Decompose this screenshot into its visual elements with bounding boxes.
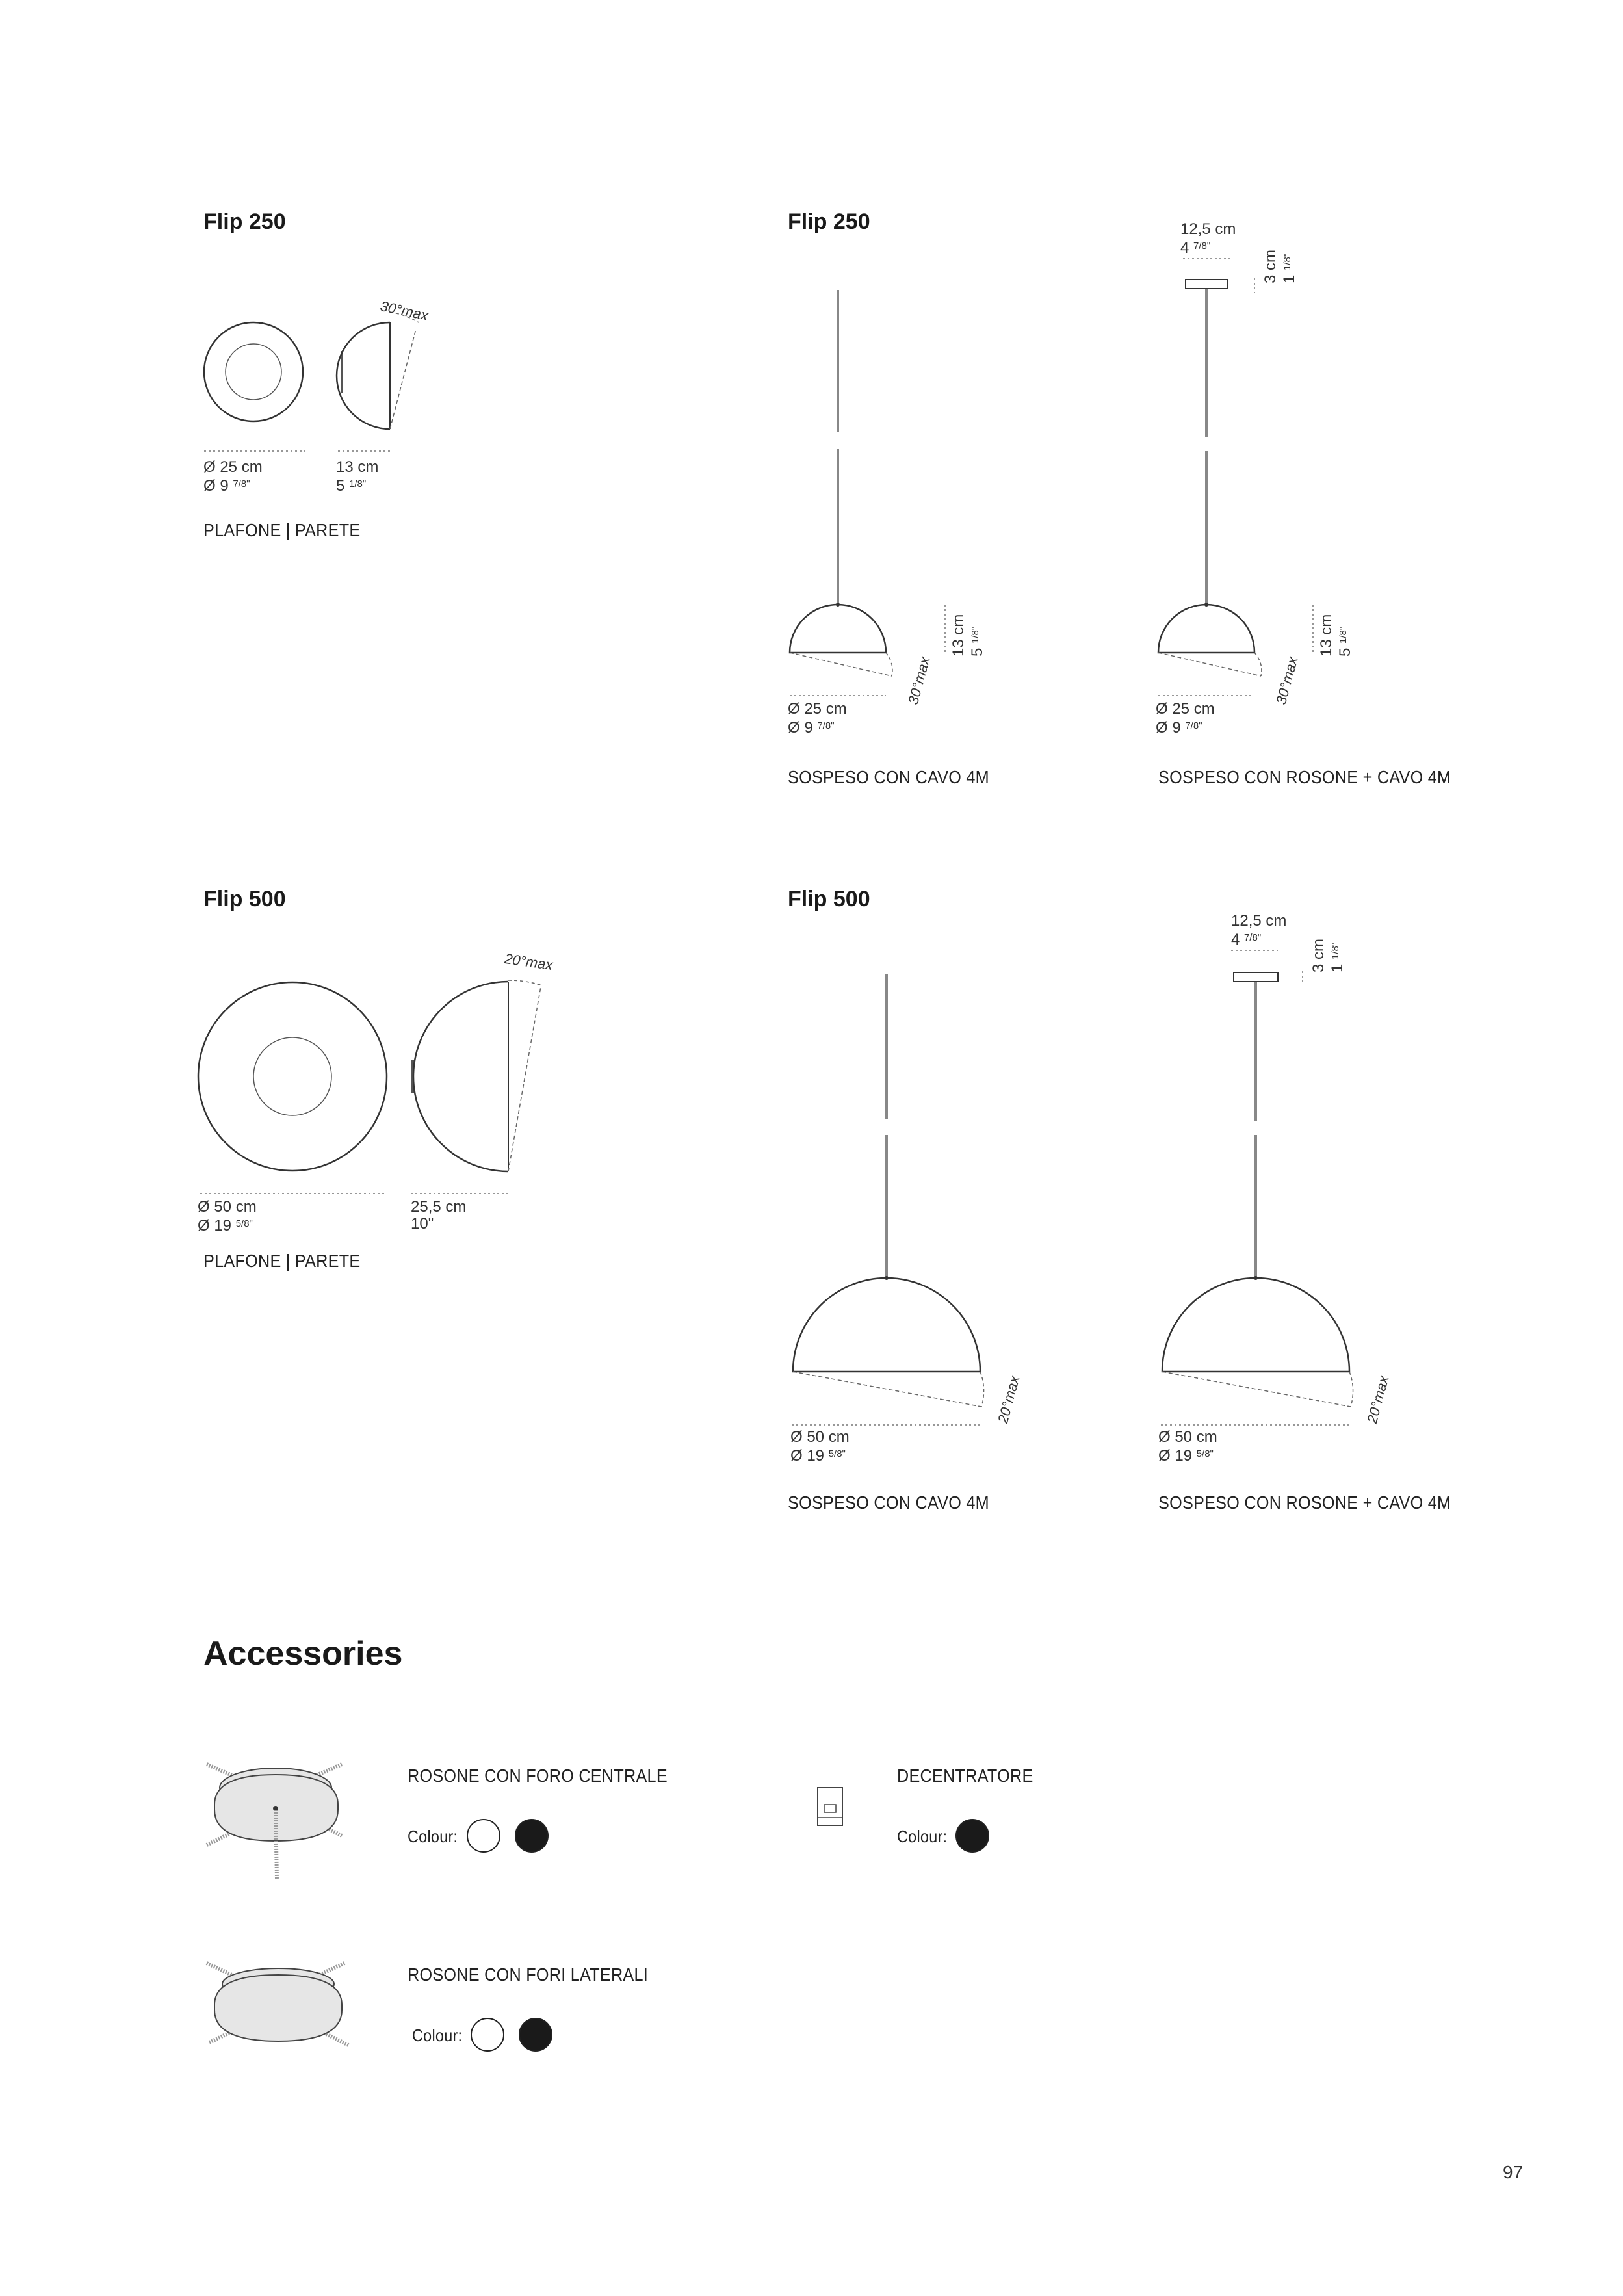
flip500-cable-drawing bbox=[786, 969, 1072, 1437]
flip500-right-title: Flip 500 bbox=[788, 887, 870, 911]
dim-imperial-frac: 1/8" bbox=[349, 478, 367, 489]
colour-swatch-black[interactable] bbox=[515, 1819, 549, 1853]
dim-imperial-frac: 5/8" bbox=[1196, 1448, 1214, 1459]
decentratore-image bbox=[815, 1785, 848, 1831]
dim-metric: 13 cm bbox=[950, 614, 967, 657]
flip250-rosone-drawing bbox=[1150, 254, 1410, 709]
flip500-rose-width bbox=[1231, 913, 1286, 948]
flip250-cable-diameter bbox=[788, 701, 847, 737]
dim-metric: 12,5 cm bbox=[1231, 912, 1287, 930]
dim-imperial-frac: 7/8" bbox=[233, 478, 250, 489]
flip500-rosone-diameter bbox=[1158, 1429, 1217, 1465]
flip250-rosone-caption: SOSPESO CON ROSONE + CAVO 4M bbox=[1158, 767, 1451, 787]
dim-imperial-frac: 1/8" bbox=[1282, 253, 1293, 270]
flip500-left-depth bbox=[411, 1199, 466, 1233]
dim-metric: 12,5 cm bbox=[1180, 220, 1236, 238]
flip500-rosone-caption: SOSPESO CON ROSONE + CAVO 4M bbox=[1158, 1493, 1451, 1513]
flip250-rosone-height bbox=[1318, 614, 1354, 657]
dim-imperial-frac: 7/8" bbox=[1193, 241, 1211, 252]
dim-metric: 3 cm bbox=[1262, 249, 1279, 283]
flip500-rosone-angle: 20°max bbox=[1364, 1374, 1392, 1426]
flip250-left-angle: 30°max bbox=[378, 298, 430, 324]
dim-imperial-frac: 5/8" bbox=[828, 1448, 846, 1459]
flip500-left-angle: 20°max bbox=[503, 950, 554, 974]
rosone-fori-laterali-image bbox=[200, 1955, 356, 2059]
dim-imperial-frac: 5/8" bbox=[235, 1218, 253, 1229]
colour-swatch-black[interactable] bbox=[519, 2018, 552, 2052]
dim-imperial bbox=[790, 1446, 850, 1465]
flip500-cable-caption: SOSPESO CON CAVO 4M bbox=[788, 1493, 989, 1513]
flip250-left-caption: PLAFONE | PARETE bbox=[203, 520, 361, 540]
dim-imperial-int: 4 bbox=[1180, 239, 1189, 257]
flip250-cable-drawing bbox=[780, 286, 1040, 702]
dim-metric: 3 cm bbox=[1310, 938, 1327, 972]
flip500-left-caption: PLAFONE | PARETE bbox=[203, 1251, 361, 1271]
dim-imperial bbox=[967, 614, 986, 657]
rosone-foro-centrale-image bbox=[200, 1755, 356, 1885]
dim-imperial-frac: 7/8" bbox=[817, 720, 835, 731]
dim-imperial-frac: 1/8" bbox=[1338, 626, 1349, 644]
accessory-colour-label-1: Colour: bbox=[408, 1827, 458, 1846]
colour-swatch-white[interactable] bbox=[471, 2018, 504, 2052]
flip250-rosone-diameter bbox=[1156, 701, 1215, 737]
dim-imperial-frac: 7/8" bbox=[1244, 932, 1262, 943]
dim-imperial bbox=[203, 476, 263, 495]
dim-metric: Ø 50 cm bbox=[1158, 1428, 1217, 1446]
dim-imperial bbox=[788, 718, 847, 737]
dim-imperial-int: 4 bbox=[1231, 931, 1240, 948]
dim-imperial bbox=[1335, 614, 1354, 657]
flip500-rosone-drawing bbox=[1154, 942, 1440, 1439]
flip250-left-depth bbox=[336, 459, 378, 495]
flip250-left-title: Flip 250 bbox=[203, 209, 286, 234]
flip250-left-diameter bbox=[203, 459, 263, 495]
flip250-rose-width bbox=[1180, 221, 1236, 257]
dim-imperial: 10" bbox=[411, 1215, 434, 1233]
dim-imperial-int: 5 bbox=[968, 647, 986, 657]
dim-metric: Ø 50 cm bbox=[790, 1428, 850, 1446]
flip500-cable-angle: 20°max bbox=[994, 1374, 1023, 1426]
dim-metric: Ø 25 cm bbox=[203, 458, 263, 476]
dim-imperial-int: Ø 9 bbox=[1156, 719, 1181, 737]
flip250-right-title: Flip 250 bbox=[788, 209, 870, 234]
dim-imperial-int: Ø 19 bbox=[790, 1447, 825, 1465]
dim-imperial-frac: 7/8" bbox=[1185, 720, 1202, 731]
flip250-cable-height bbox=[950, 614, 986, 657]
flip250-cable-angle: 30°max bbox=[905, 655, 933, 707]
dim-imperial-int: Ø 19 bbox=[1158, 1447, 1193, 1465]
dim-imperial-frac: 1/8" bbox=[970, 626, 981, 644]
page-number: 97 bbox=[1503, 2162, 1524, 2182]
colour-swatch-black[interactable] bbox=[955, 1819, 989, 1853]
flip250-rosone-angle: 30°max bbox=[1273, 655, 1301, 707]
dim-imperial-frac: 1/8" bbox=[1330, 942, 1341, 959]
dim-imperial bbox=[1156, 718, 1215, 737]
flip500-cable-diameter bbox=[790, 1429, 850, 1465]
dim-imperial-int: 1 bbox=[1329, 963, 1346, 972]
dim-imperial-int: 5 bbox=[336, 477, 345, 495]
flip500-left-diameter bbox=[198, 1199, 257, 1234]
dim-imperial bbox=[198, 1216, 257, 1234]
accessories-heading: Accessories bbox=[203, 1635, 403, 1673]
dim-metric: 13 cm bbox=[1318, 614, 1335, 657]
dim-imperial bbox=[1158, 1446, 1217, 1465]
dim-metric: Ø 25 cm bbox=[788, 700, 847, 718]
dim-metric: 25,5 cm bbox=[411, 1198, 467, 1216]
flip500-wall-drawing bbox=[195, 962, 559, 1222]
accessory-colour-label-3: Colour: bbox=[412, 2026, 463, 2045]
dim-imperial-int: Ø 19 bbox=[198, 1217, 232, 1234]
dim-imperial-int: Ø 9 bbox=[203, 477, 229, 495]
accessory-colour-label-2: Colour: bbox=[897, 1827, 948, 1846]
flip250-cable-caption: SOSPESO CON CAVO 4M bbox=[788, 767, 989, 787]
colour-swatch-white[interactable] bbox=[467, 1819, 500, 1853]
dim-imperial-int: Ø 9 bbox=[788, 719, 813, 737]
flip500-left-title: Flip 500 bbox=[203, 887, 286, 911]
dim-metric: Ø 25 cm bbox=[1156, 700, 1215, 718]
accessory-name-1: ROSONE CON FORO CENTRALE bbox=[408, 1766, 668, 1786]
dim-imperial bbox=[336, 476, 378, 495]
accessory-name-3: ROSONE CON FORI LATERALI bbox=[408, 1964, 649, 1985]
dim-metric: Ø 50 cm bbox=[198, 1198, 257, 1216]
dim-metric: 13 cm bbox=[336, 458, 379, 476]
dim-imperial-int: 5 bbox=[1336, 647, 1354, 657]
accessory-name-2: DECENTRATORE bbox=[897, 1766, 1033, 1786]
dim-imperial-int: 1 bbox=[1280, 274, 1298, 283]
